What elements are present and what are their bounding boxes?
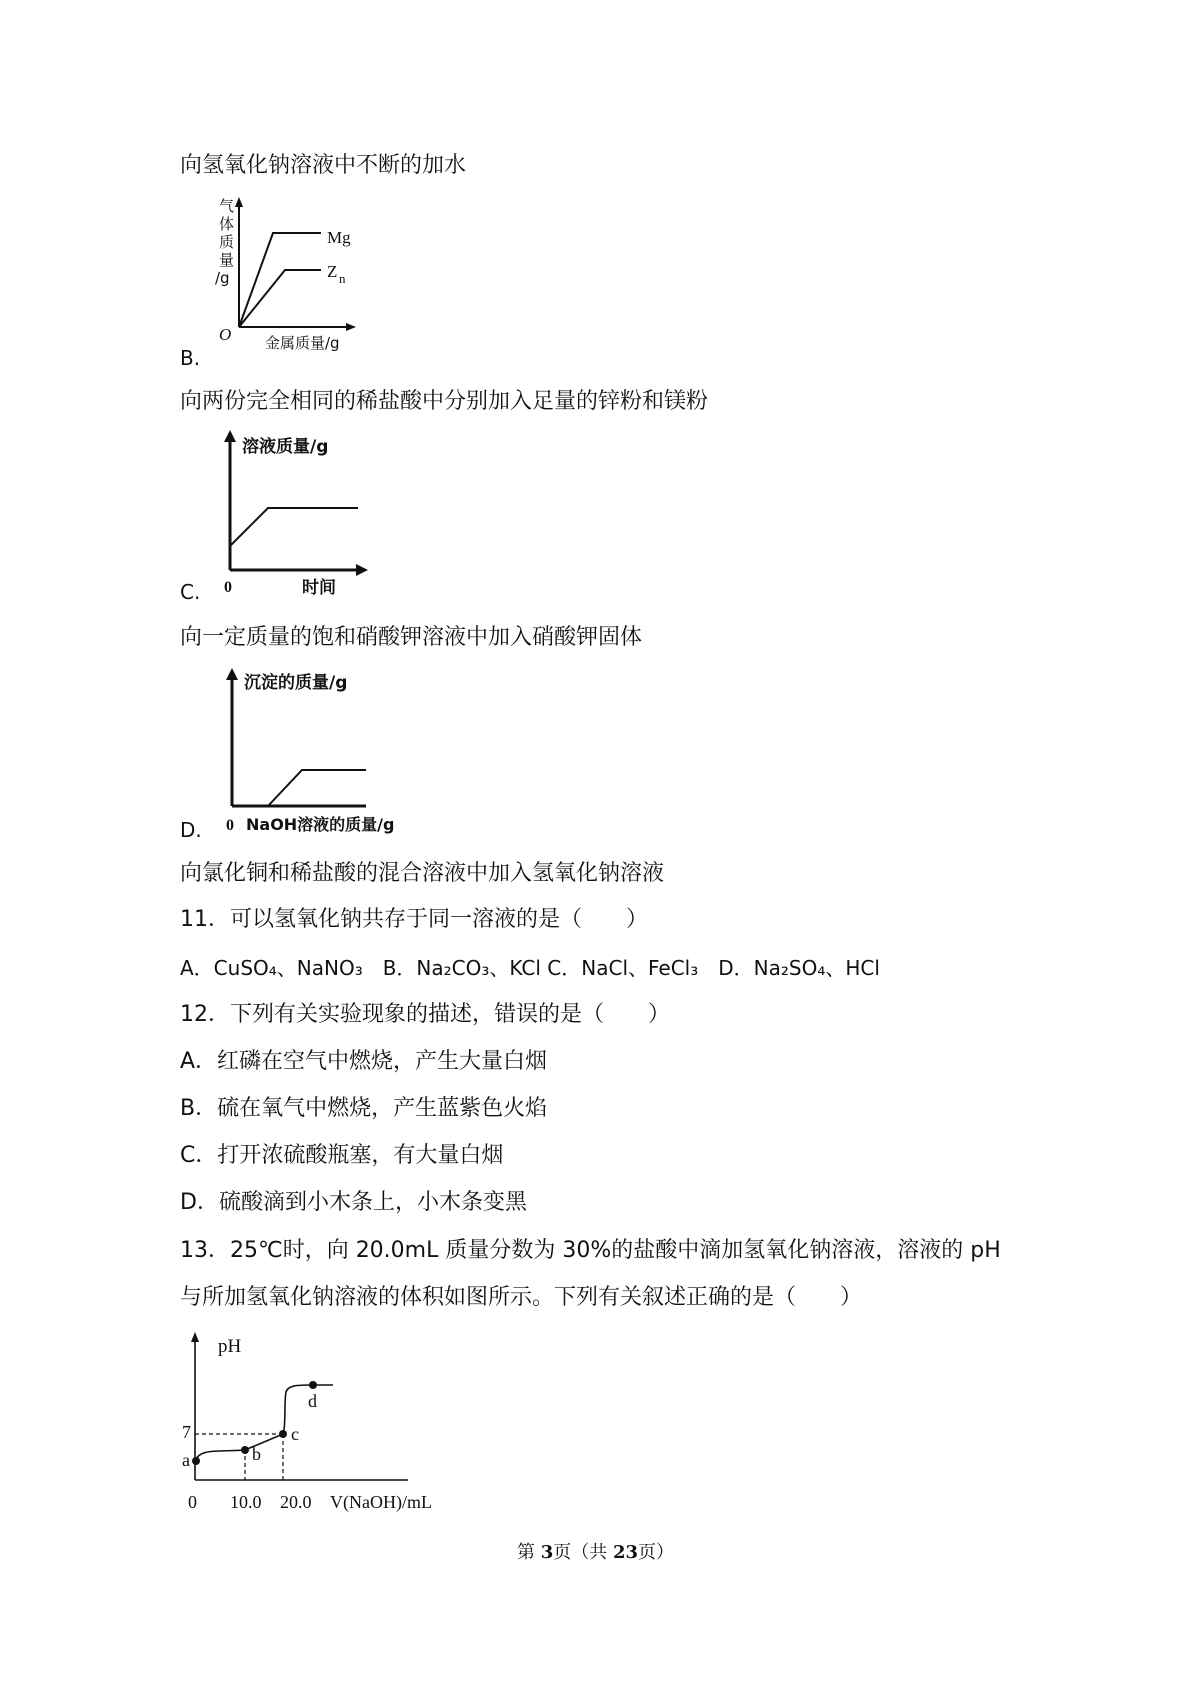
graph-q13-point-c [279,1430,287,1438]
footer-mid: 页（共 [553,1542,613,1563]
graph-c-y-label: 溶液质量/g [242,437,329,457]
q10-c-caption: 向一定质量的饱和硝酸钾溶液中加入硝酸钾固体 [180,625,643,650]
graph-q13-label-a: a [182,1450,190,1470]
graph-c-x-label: 时间 [302,578,336,598]
graph-c [218,430,378,600]
graph-q13-x-tick-20: 20.0 [280,1492,312,1512]
graph-q13-origin: 0 [188,1492,197,1512]
footer-pre: 第 [516,1542,541,1563]
q12-option-d: D．硫酸滴到小木条上，小木条变黑 [180,1190,527,1215]
graph-q13-label-b: b [252,1444,261,1464]
graph-b-y-label-1: 体 [219,215,235,233]
graph-q13-point-a [192,1457,200,1465]
graph-q13-y-tick-7: 7 [182,1422,191,1442]
graph-q13-label-c: c [291,1424,299,1444]
footer-post: 页） [638,1542,675,1563]
graph-q13 [178,1330,458,1530]
graph-b [215,195,385,355]
q10-b-caption: 向两份完全相同的稀盐酸中分别加入足量的锌粉和镁粉 [180,389,709,414]
q12-stem: 12．下列有关实验现象的描述，错误的是（ ） [180,1002,670,1027]
graph-b-zn-subscript: n [339,271,346,286]
graph-q13-x-tick-10: 10.0 [230,1492,262,1512]
graph-c-origin: 0 [224,579,232,596]
footer-page-number: 3 [540,1542,554,1563]
graph-q13-label-d: d [308,1391,317,1411]
graph-q13-y-label: pH [218,1336,242,1357]
page-footer [0,1538,1191,1564]
footer-total-pages: 23 [612,1542,639,1563]
q12-option-b: B．硫在氧气中燃烧，产生蓝紫色火焰 [180,1096,548,1121]
q12-option-c: C．打开浓硫酸瓶塞，有大量白烟 [180,1143,504,1168]
q10-c-label: C. [180,580,201,604]
graph-b-origin: O [219,325,232,344]
graph-b-y-label-0: 气 [219,197,235,215]
graph-b-y-label-3: 量 [219,251,235,269]
graph-d-y-label: 沉淀的质量/g [244,673,348,693]
graph-b-y-label-2: 质 [219,233,235,251]
q13-stem-line1: 13．25℃时，向 20.0mL 质量分数为 30%的盐酸中滴加氢氧化钠溶液，溶液的 pH [180,1238,1001,1263]
graph-q13-point-b [241,1446,249,1454]
q10-d-caption: 向氯化铜和稀盐酸的混合溶液中加入氢氧化钠溶液 [180,861,665,886]
graph-d-x-label: NaOH溶液的质量/g [246,815,395,834]
graph-d-origin: 0 [226,817,234,834]
q12-option-a: A．红磷在空气中燃烧，产生大量白烟 [180,1049,548,1074]
q11-options: A．CuSO₄、NaNO₃ B．Na₂CO₃、KCl C．NaCl、FeCl₃ D．Na₂SO₄、HCl [180,956,880,980]
graph-d [218,666,418,836]
q11-stem: 11．可以氢氧化钠共存于同一溶液的是（ ） [180,907,648,932]
graph-q13-x-label: V(NaOH)/mL [330,1492,432,1512]
q13-stem-line2: 与所加氢氧化钠溶液的体积如图所示。下列有关叙述正确的是（ ） [180,1285,863,1310]
graph-q13-point-d [309,1381,317,1389]
graph-b-x-label: 金属质量/g [265,334,340,352]
graph-b-zn-label: Z [327,262,338,281]
q10-a-caption: 向氢氧化钠溶液中不断的加水 [180,153,467,178]
graph-b-y-label-4: /g [215,269,230,287]
graph-b-mg-label: Mg [327,228,351,247]
q10-d-label: D. [180,818,202,842]
q10-b-label: B. [180,346,201,370]
